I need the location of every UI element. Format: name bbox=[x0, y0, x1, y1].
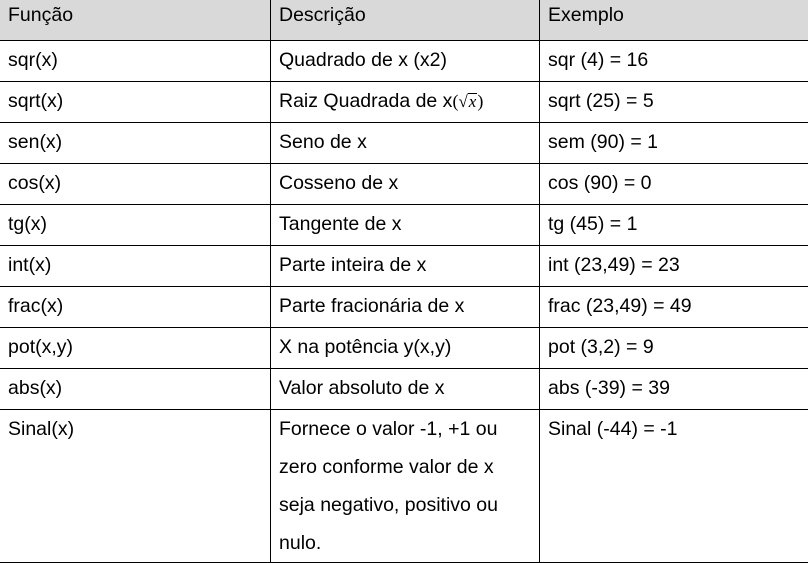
header-row bbox=[0, 0, 808, 41]
header-funcao: Função bbox=[0, 0, 271, 41]
cell-description bbox=[271, 82, 540, 123]
table-row bbox=[0, 246, 808, 287]
cell-example: frac (23,49) = 49 bbox=[540, 287, 808, 328]
table-row bbox=[0, 123, 808, 164]
table-row bbox=[0, 41, 808, 82]
cell-description: Parte inteira de x bbox=[271, 246, 540, 287]
cell-function: pot(x,y) bbox=[0, 328, 271, 369]
cell-description: Tangente de x bbox=[271, 205, 540, 246]
table-row bbox=[0, 205, 808, 246]
table-row bbox=[0, 164, 808, 205]
cell-function: sqr(x) bbox=[0, 41, 271, 82]
table-row bbox=[0, 410, 808, 563]
cell-function: sqrt(x) bbox=[0, 82, 271, 123]
cell-description: Quadrado de x (x2) bbox=[271, 41, 540, 82]
header-exemplo: Exemplo bbox=[540, 0, 808, 41]
table-row bbox=[0, 328, 808, 369]
cell-description: Seno de x bbox=[271, 123, 540, 164]
cell-example: pot (3,2) = 9 bbox=[540, 328, 808, 369]
cell-function: cos(x) bbox=[0, 164, 271, 205]
radicand: x bbox=[468, 93, 478, 110]
cell-example: int (23,49) = 23 bbox=[540, 246, 808, 287]
square-root-formula bbox=[458, 83, 477, 121]
table-header bbox=[0, 0, 808, 41]
table-body bbox=[0, 41, 808, 563]
cell-example: sqr (4) = 16 bbox=[540, 41, 808, 82]
description-text: Raiz Quadrada de x bbox=[279, 90, 452, 112]
cell-description: X na potência y(x,y) bbox=[271, 328, 540, 369]
header-descricao: Descrição bbox=[271, 0, 540, 41]
cell-description: Parte fracionária de x bbox=[271, 287, 540, 328]
cell-example: tg (45) = 1 bbox=[540, 205, 808, 246]
table-row bbox=[0, 82, 808, 123]
formula-open-paren: ( bbox=[452, 91, 458, 111]
formula-close-paren: ) bbox=[477, 91, 483, 111]
cell-example: sem (90) = 1 bbox=[540, 123, 808, 164]
cell-description: Cosseno de x bbox=[271, 164, 540, 205]
cell-example: sqrt (25) = 5 bbox=[540, 82, 808, 123]
cell-example: Sinal (-44) = -1 bbox=[540, 410, 808, 563]
cell-function: frac(x) bbox=[0, 287, 271, 328]
table-row bbox=[0, 369, 808, 410]
cell-function: sen(x) bbox=[0, 123, 271, 164]
cell-example: cos (90) = 0 bbox=[540, 164, 808, 205]
cell-example: abs (-39) = 39 bbox=[540, 369, 808, 410]
table-row bbox=[0, 287, 808, 328]
cell-function: tg(x) bbox=[0, 205, 271, 246]
cell-function: abs(x) bbox=[0, 369, 271, 410]
cell-function: Sinal(x) bbox=[0, 410, 271, 563]
cell-description: Fornece o valor -1, +1 ou zero conforme valor de x seja negativo, positivo ou nulo. bbox=[271, 410, 540, 563]
radical-sign: √ bbox=[458, 92, 467, 111]
cell-function: int(x) bbox=[0, 246, 271, 287]
cell-description: Valor absoluto de x bbox=[271, 369, 540, 410]
